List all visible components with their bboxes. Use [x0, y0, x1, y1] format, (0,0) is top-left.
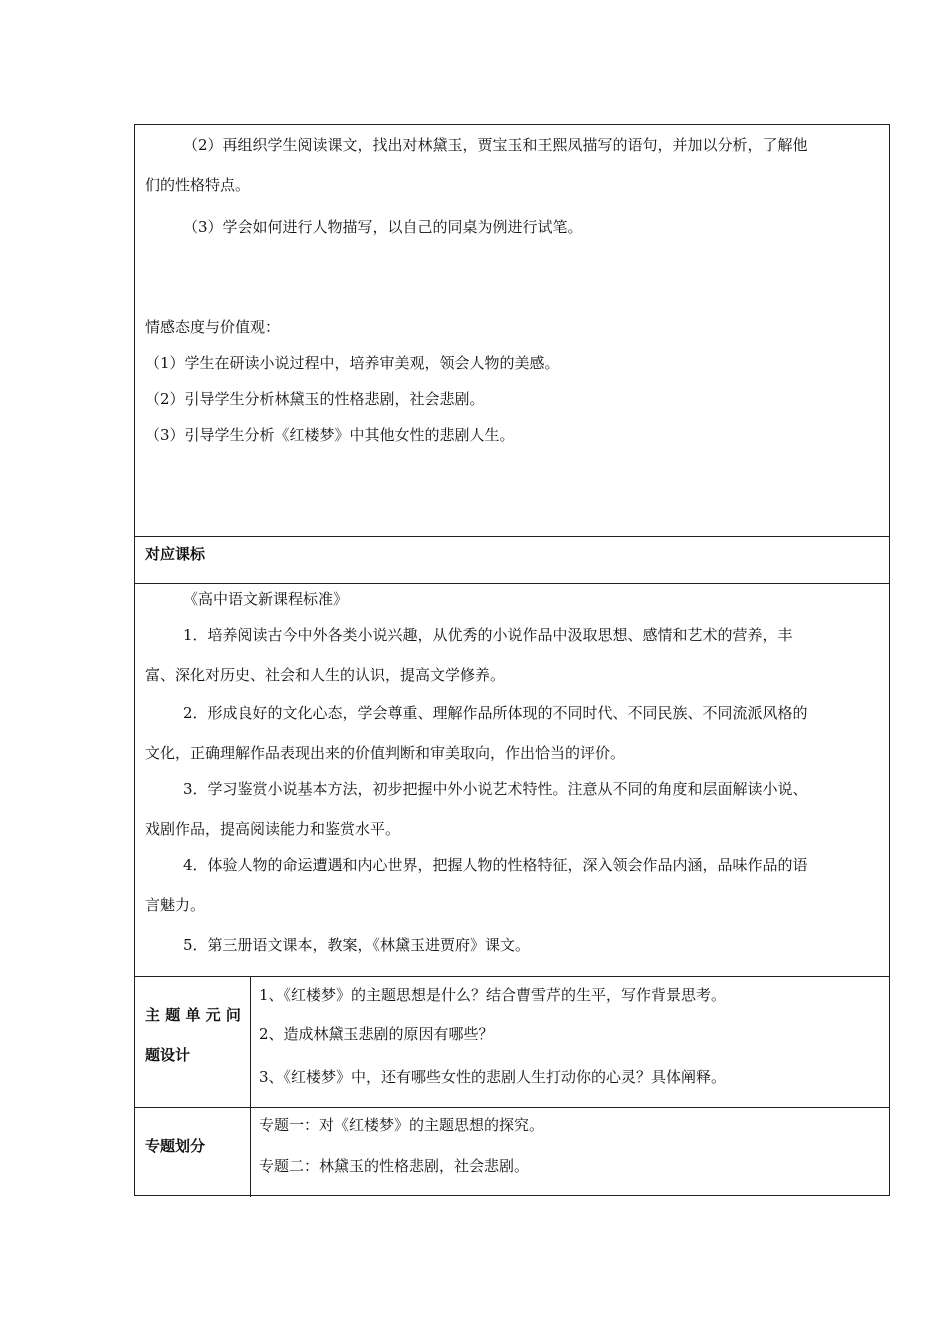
standard-title: 《高中语文新课程标准》: [183, 590, 349, 608]
goal-item-2-line1: （2）再组织学生阅读课文，找出对林黛玉，贾宝玉和王熙凤描写的语句，并加以分析，了解他: [183, 136, 808, 154]
topics-label: 专题划分: [145, 1137, 206, 1155]
unit-question-2: 2、造成林黛玉悲剧的原因有哪些？: [259, 1025, 494, 1043]
standard-item-3-line2: 戏剧作品，提高阅读能力和鉴赏水平。: [145, 820, 401, 838]
standard-item-1-line1: 1．培养阅读古今中外各类小说兴趣，从优秀的小说作品中汲取思想、感情和艺术的营养，丰: [183, 626, 793, 644]
standard-item-5: 5．第三册语文课本，教案，《林黛玉进贾府》课文。: [183, 936, 531, 954]
emotion-heading: 情感态度与价值观：: [145, 318, 281, 336]
topic-2: 专题二：林黛玉的性格悲剧，社会悲剧。: [259, 1157, 530, 1175]
standard-item-4-line2: 言魅力。: [145, 896, 206, 914]
divider: [135, 1107, 889, 1108]
emotion-item-1: （1）学生在研读小说过程中，培养审美观，领会人物的美感。: [145, 354, 560, 372]
unit-question-3: 3、《红楼梦》中，还有哪些女性的悲剧人生打动你的心灵？具体阐释。: [259, 1068, 727, 1086]
standard-item-2-line2: 文化，正确理解作品表现出来的价值判断和审美取向，作出恰当的评价。: [145, 744, 626, 762]
unit-question-1: 1、《红楼梦》的主题思想是什么？结合曹雪芹的生平，写作背景思考。: [259, 986, 727, 1004]
unit-questions-label-line1: 主 题 单 元 问: [145, 1006, 241, 1024]
standard-item-4-line1: 4．体验人物的命运遭遇和内心世界，把握人物的性格特征，深入领会作品内涵，品味作品的语: [183, 856, 808, 874]
divider: [135, 976, 889, 977]
curriculum-label: 对应课标: [145, 545, 206, 563]
topic-1: 专题一：对《红楼梦》的主题思想的探究。: [259, 1116, 545, 1134]
lesson-plan-table: [134, 124, 890, 1196]
column-divider: [250, 976, 251, 1197]
standard-item-2-line1: 2．形成良好的文化心态，学会尊重、理解作品所体现的不同时代、不同民族、不同流派风格的: [183, 704, 808, 722]
emotion-item-3: （3）引导学生分析《红楼梦》中其他女性的悲剧人生。: [145, 426, 515, 444]
goal-item-2-line2: 们的性格特点。: [145, 176, 251, 194]
divider: [135, 583, 889, 584]
standard-item-1-line2: 富、深化对历史、社会和人生的认识，提高文学修养。: [145, 666, 506, 684]
standard-item-3-line1: 3．学习鉴赏小说基本方法，初步把握中外小说艺术特性。注意从不同的角度和层面解读小说、: [183, 780, 808, 798]
goal-item-3: （3）学会如何进行人物描写，以自己的同桌为例进行试笔。: [183, 218, 583, 236]
emotion-item-2: （2）引导学生分析林黛玉的性格悲剧，社会悲剧。: [145, 390, 485, 408]
unit-questions-label-line2: 题设计: [145, 1046, 191, 1064]
divider: [135, 536, 889, 537]
